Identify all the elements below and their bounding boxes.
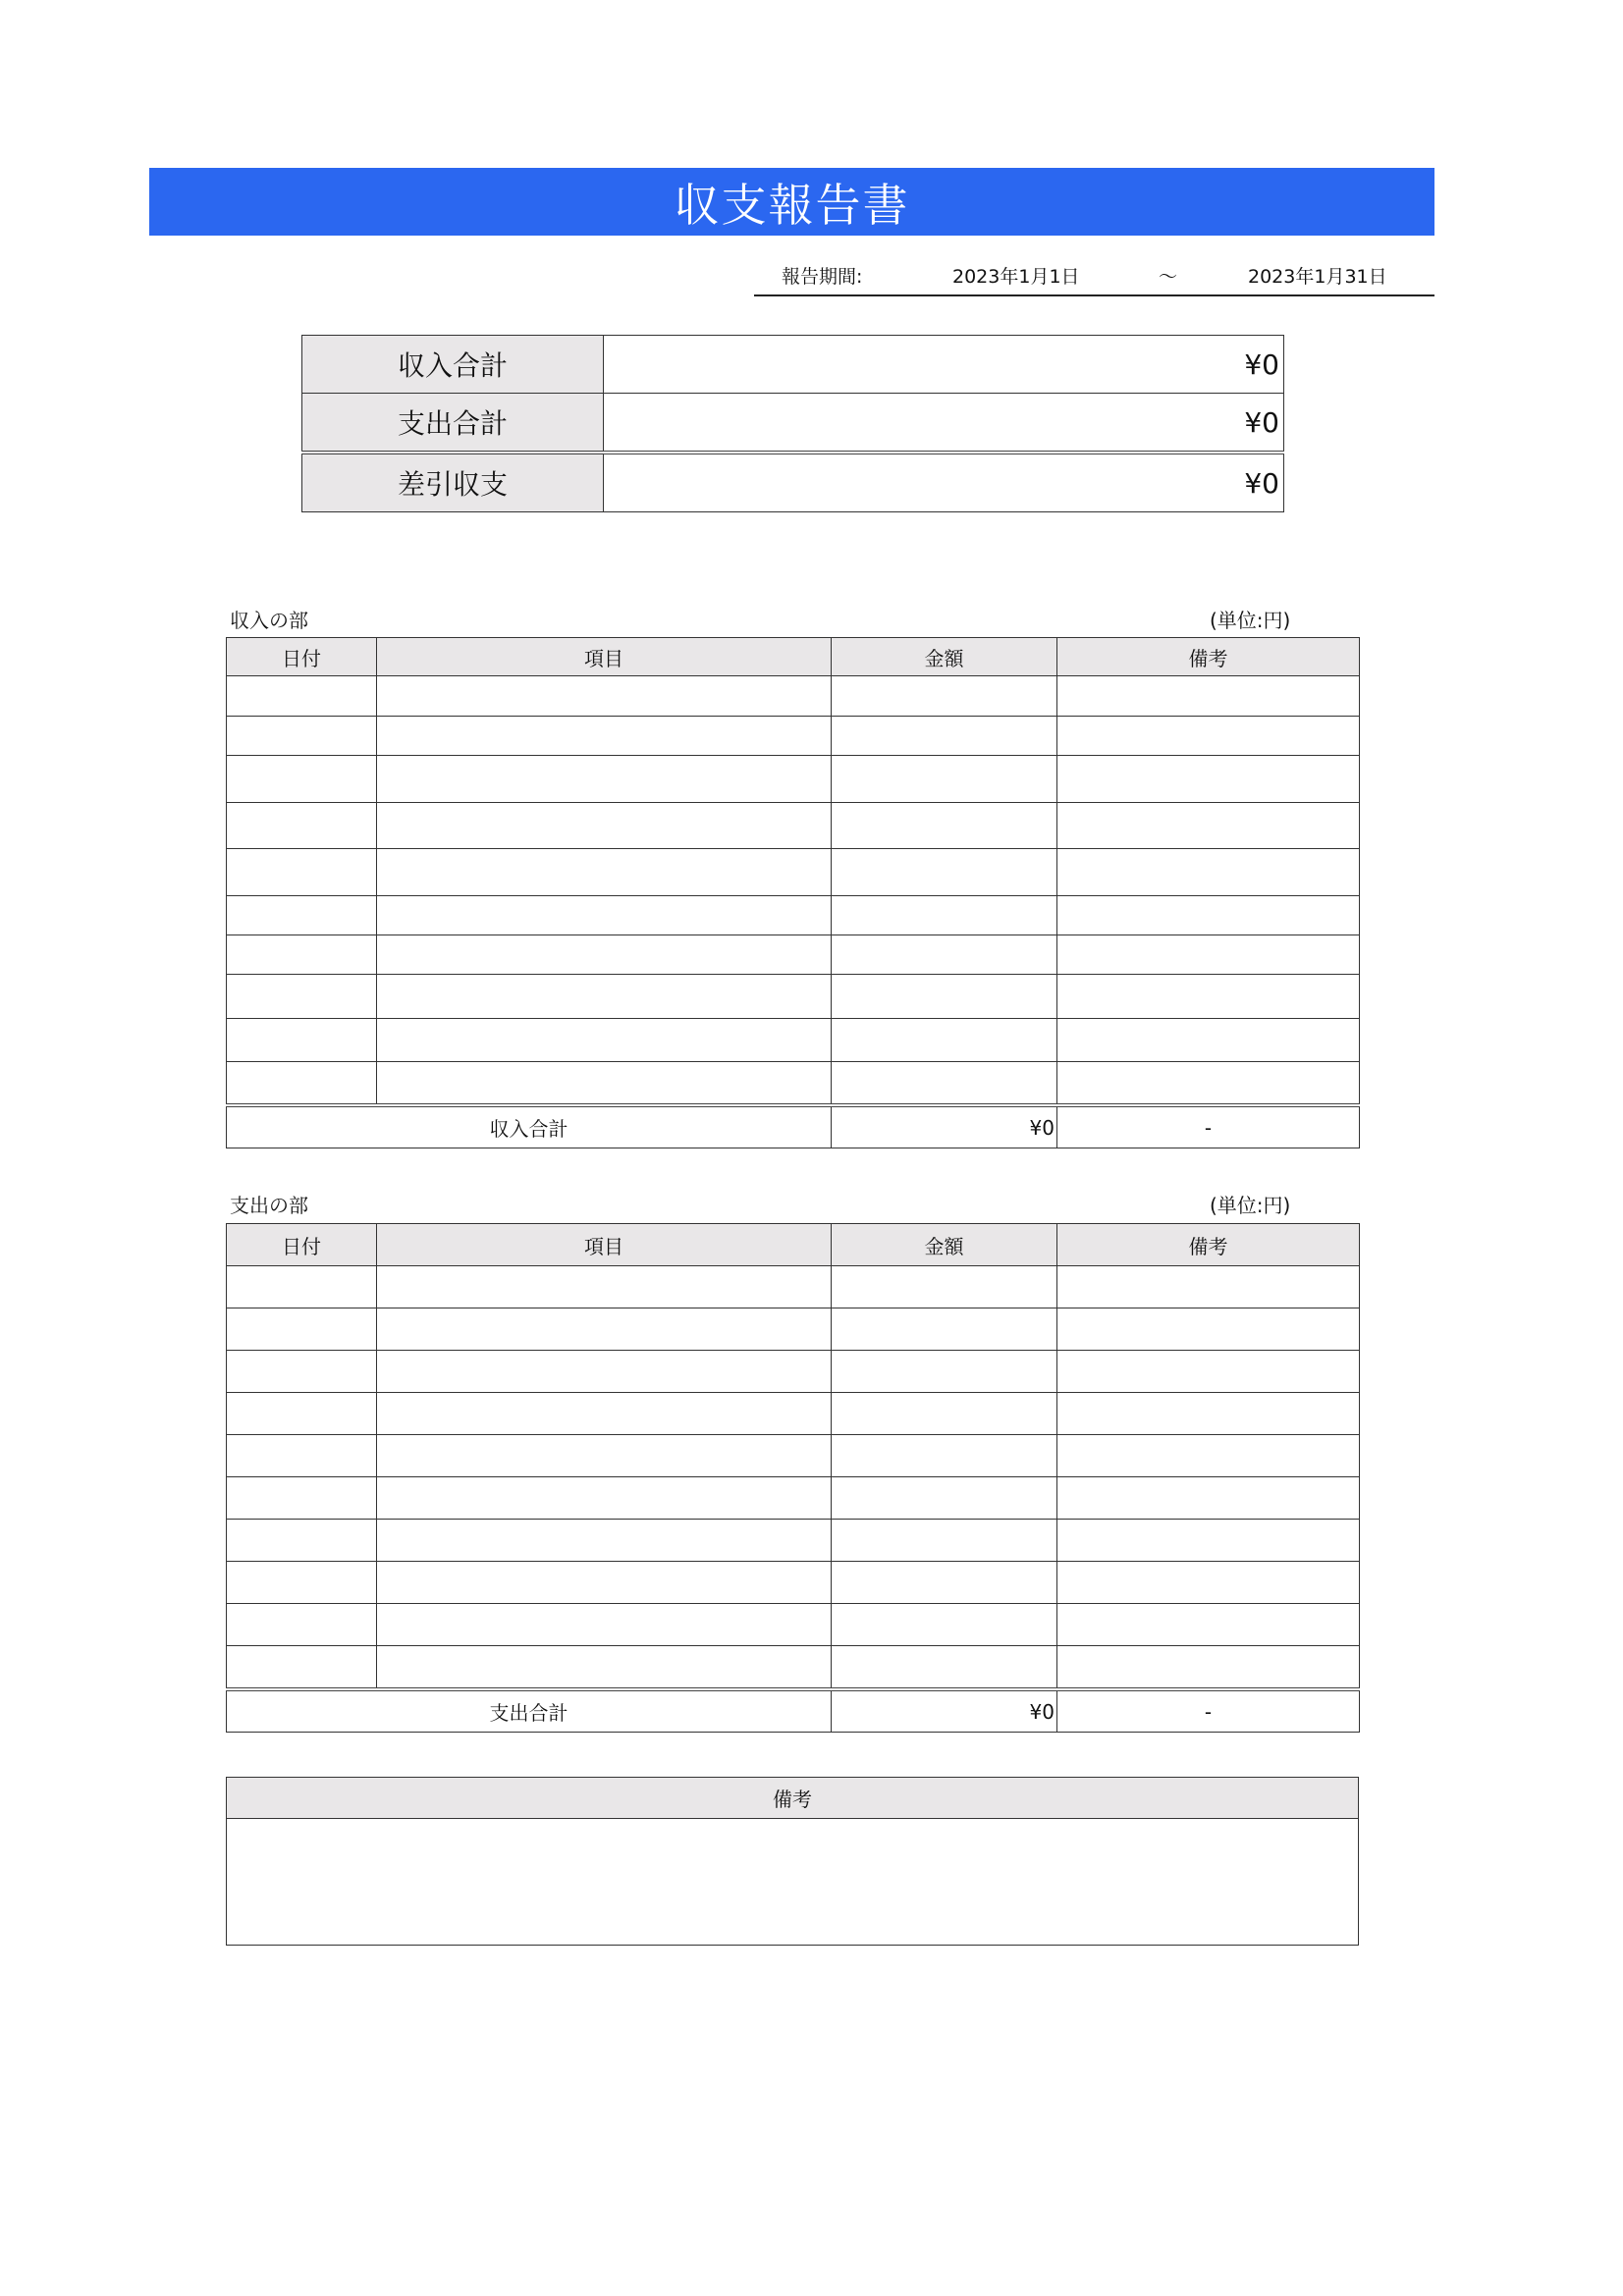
expense-total-row <box>227 1689 1360 1733</box>
note-cell[interactable] <box>1057 975 1360 1019</box>
income-table-row <box>227 849 1360 896</box>
amount-cell[interactable] <box>832 803 1057 849</box>
date-cell[interactable] <box>227 896 377 935</box>
income-table-row <box>227 717 1360 756</box>
expense-table-row <box>227 1520 1360 1562</box>
column-header-item: 項目 <box>377 638 832 676</box>
column-header-note: 備考 <box>1057 638 1360 676</box>
item-cell[interactable] <box>377 717 832 756</box>
expense-table-row <box>227 1435 1360 1477</box>
item-cell[interactable] <box>377 803 832 849</box>
period-label: 報告期間: <box>782 266 863 288</box>
expense-table-row <box>227 1604 1360 1646</box>
summary-label: 収入合計 <box>302 336 604 394</box>
income-table <box>226 637 1360 1148</box>
note-cell[interactable] <box>1057 1351 1360 1393</box>
summary-label: 支出合計 <box>302 394 604 454</box>
income-table-row <box>227 756 1360 803</box>
item-cell[interactable] <box>377 896 832 935</box>
date-cell[interactable] <box>227 1266 377 1308</box>
date-cell[interactable] <box>227 1562 377 1604</box>
item-cell[interactable] <box>377 676 832 717</box>
note-cell[interactable] <box>1057 1604 1360 1646</box>
item-cell[interactable] <box>377 1435 832 1477</box>
date-cell[interactable] <box>227 803 377 849</box>
note-cell[interactable] <box>1057 1393 1360 1435</box>
summary-value[interactable]: ¥0 <box>604 453 1284 512</box>
item-cell[interactable] <box>377 1604 832 1646</box>
amount-cell[interactable] <box>832 1646 1057 1690</box>
notes-table <box>226 1777 1359 1946</box>
expense-table <box>226 1223 1360 1733</box>
note-cell[interactable] <box>1057 1562 1360 1604</box>
item-cell[interactable] <box>377 1062 832 1106</box>
column-header-item: 項目 <box>377 1224 832 1266</box>
item-cell[interactable] <box>377 935 832 975</box>
income-section-label: 収入の部 <box>230 609 308 632</box>
item-cell[interactable] <box>377 1562 832 1604</box>
summary-label: 差引収支 <box>302 453 604 512</box>
report-period <box>754 257 1434 296</box>
income-total-label: 収入合計 <box>227 1105 832 1148</box>
column-header-note: 備考 <box>1057 1224 1360 1266</box>
date-cell[interactable] <box>227 676 377 717</box>
item-cell[interactable] <box>377 1520 832 1562</box>
date-cell[interactable] <box>227 1477 377 1520</box>
amount-cell[interactable] <box>832 1393 1057 1435</box>
table-header-row <box>227 1224 1360 1266</box>
summary-row-income <box>302 336 1284 394</box>
date-cell[interactable] <box>227 756 377 803</box>
income-total-note: - <box>1057 1105 1360 1148</box>
expense-table-row <box>227 1477 1360 1520</box>
table-header-row <box>227 638 1360 676</box>
item-cell[interactable] <box>377 756 832 803</box>
amount-cell[interactable] <box>832 1520 1057 1562</box>
date-cell[interactable] <box>227 1604 377 1646</box>
summary-table <box>301 335 1284 512</box>
note-cell[interactable] <box>1057 1308 1360 1351</box>
date-cell[interactable] <box>227 1520 377 1562</box>
item-cell[interactable] <box>377 975 832 1019</box>
expense-total-note: - <box>1057 1689 1360 1733</box>
amount-cell[interactable] <box>832 975 1057 1019</box>
expense-total-value: ¥0 <box>832 1689 1057 1733</box>
amount-cell[interactable] <box>832 1062 1057 1106</box>
income-table-row <box>227 896 1360 935</box>
amount-cell[interactable] <box>832 1351 1057 1393</box>
note-cell[interactable] <box>1057 896 1360 935</box>
date-cell[interactable] <box>227 717 377 756</box>
notes-body[interactable] <box>227 1819 1359 1946</box>
amount-cell[interactable] <box>832 1308 1057 1351</box>
document-title: 収支報告書 <box>149 168 1434 236</box>
column-header-amount: 金額 <box>832 638 1057 676</box>
expense-total-label: 支出合計 <box>227 1689 832 1733</box>
date-cell[interactable] <box>227 1062 377 1106</box>
amount-cell[interactable] <box>832 1562 1057 1604</box>
note-cell[interactable] <box>1057 756 1360 803</box>
note-cell[interactable] <box>1057 1435 1360 1477</box>
amount-cell[interactable] <box>832 896 1057 935</box>
date-cell[interactable] <box>227 849 377 896</box>
amount-cell[interactable] <box>832 1266 1057 1308</box>
item-cell[interactable] <box>377 1266 832 1308</box>
expense-section-label: 支出の部 <box>230 1194 308 1217</box>
income-table-row <box>227 803 1360 849</box>
period-separator: ～ <box>1159 266 1178 288</box>
expense-table-row <box>227 1562 1360 1604</box>
date-cell[interactable] <box>227 1435 377 1477</box>
summary-value[interactable]: ¥0 <box>604 394 1284 454</box>
date-cell[interactable] <box>227 1351 377 1393</box>
expense-table-row <box>227 1393 1360 1435</box>
amount-cell[interactable] <box>832 1435 1057 1477</box>
item-cell[interactable] <box>377 1019 832 1062</box>
expense-table-row <box>227 1351 1360 1393</box>
expense-unit-label: (単位:円) <box>1210 1194 1291 1217</box>
date-cell[interactable] <box>227 1308 377 1351</box>
item-cell[interactable] <box>377 849 832 896</box>
date-cell[interactable] <box>227 1019 377 1062</box>
income-total-row <box>227 1105 1360 1148</box>
note-cell[interactable] <box>1057 1266 1360 1308</box>
note-cell[interactable] <box>1057 1062 1360 1106</box>
note-cell[interactable] <box>1057 1019 1360 1062</box>
summary-row-expense <box>302 394 1284 454</box>
column-header-date: 日付 <box>227 1224 377 1266</box>
period-start[interactable]: 2023年1月1日 <box>952 266 1080 288</box>
amount-cell[interactable] <box>832 1019 1057 1062</box>
income-table-row <box>227 1019 1360 1062</box>
income-table-row <box>227 935 1360 975</box>
income-table-row <box>227 676 1360 717</box>
amount-cell[interactable] <box>832 849 1057 896</box>
period-end[interactable]: 2023年1月31日 <box>1248 266 1387 288</box>
item-cell[interactable] <box>377 1351 832 1393</box>
summary-row-balance <box>302 453 1284 512</box>
income-total-value: ¥0 <box>832 1105 1057 1148</box>
amount-cell[interactable] <box>832 1604 1057 1646</box>
item-cell[interactable] <box>377 1308 832 1351</box>
note-cell[interactable] <box>1057 1646 1360 1690</box>
expense-table-row <box>227 1646 1360 1690</box>
note-cell[interactable] <box>1057 1520 1360 1562</box>
amount-cell[interactable] <box>832 676 1057 717</box>
amount-cell[interactable] <box>832 717 1057 756</box>
note-cell[interactable] <box>1057 935 1360 975</box>
note-cell[interactable] <box>1057 676 1360 717</box>
notes-header: 備考 <box>227 1778 1359 1819</box>
note-cell[interactable] <box>1057 849 1360 896</box>
summary-value[interactable]: ¥0 <box>604 336 1284 394</box>
amount-cell[interactable] <box>832 756 1057 803</box>
income-table-row <box>227 975 1360 1019</box>
amount-cell[interactable] <box>832 935 1057 975</box>
note-cell[interactable] <box>1057 803 1360 849</box>
date-cell[interactable] <box>227 1393 377 1435</box>
column-header-date: 日付 <box>227 638 377 676</box>
income-unit-label: (単位:円) <box>1210 609 1291 632</box>
income-table-row <box>227 1062 1360 1106</box>
expense-table-row <box>227 1266 1360 1308</box>
date-cell[interactable] <box>227 975 377 1019</box>
note-cell[interactable] <box>1057 1477 1360 1520</box>
date-cell[interactable] <box>227 1646 377 1690</box>
item-cell[interactable] <box>377 1477 832 1520</box>
item-cell[interactable] <box>377 1646 832 1690</box>
date-cell[interactable] <box>227 935 377 975</box>
column-header-amount: 金額 <box>832 1224 1057 1266</box>
note-cell[interactable] <box>1057 717 1360 756</box>
amount-cell[interactable] <box>832 1477 1057 1520</box>
expense-table-row <box>227 1308 1360 1351</box>
item-cell[interactable] <box>377 1393 832 1435</box>
